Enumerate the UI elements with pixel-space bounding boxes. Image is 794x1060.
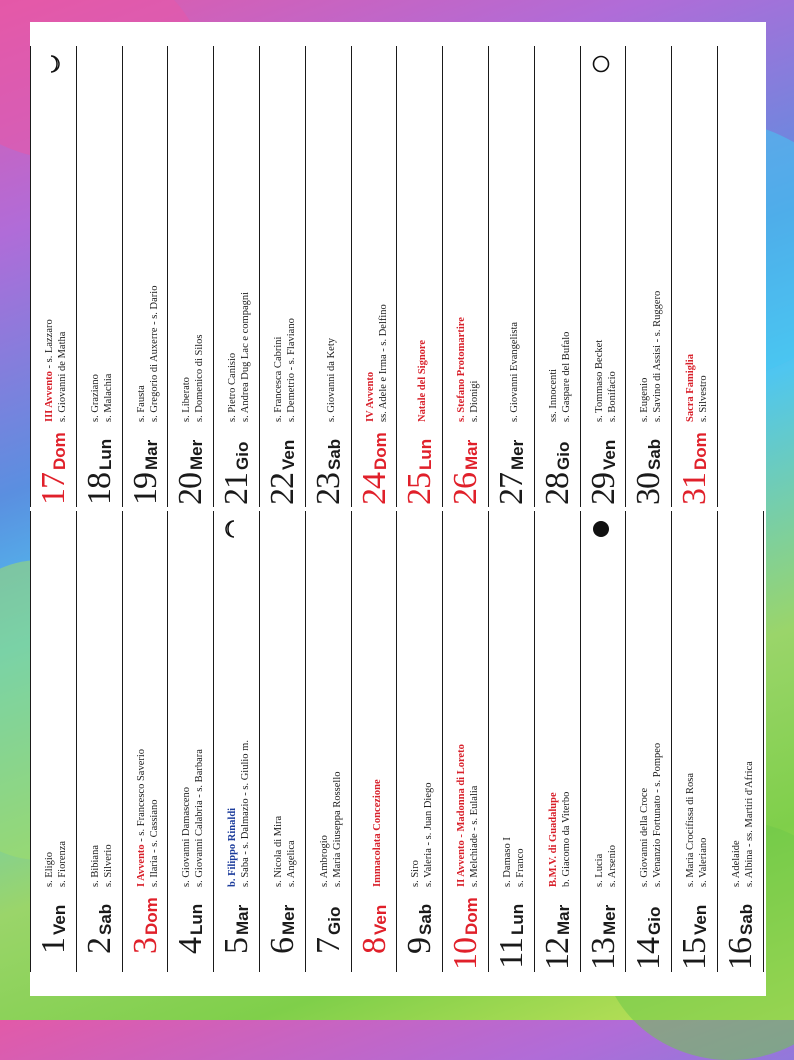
calendar-day-row bbox=[259, 511, 303, 972]
day-number: 12 bbox=[538, 938, 576, 970]
saint-name-line: s. Valeriano bbox=[698, 837, 710, 887]
feast-highlight: s. Stefano Protomartire bbox=[456, 317, 468, 422]
saint-name-line bbox=[548, 792, 560, 887]
calendar-day-row bbox=[213, 46, 257, 507]
saint-name-line: s. Gaspare del Bufalo bbox=[560, 331, 572, 422]
saint-name-line: s. Andrea Dug Lac e compagni bbox=[240, 291, 252, 422]
weekday-label: Ven bbox=[599, 439, 619, 470]
saint-name-line: s. Silverio bbox=[102, 844, 114, 887]
day-number: 23 bbox=[309, 473, 347, 505]
first-quarter-moon-icon bbox=[224, 519, 249, 539]
saint-name-text: - s. Francesco Saverio bbox=[135, 748, 147, 845]
day-number: 1 bbox=[35, 938, 72, 954]
saint-name-line bbox=[417, 340, 429, 422]
saint-name-line: s. Dionigi bbox=[469, 380, 481, 422]
saint-name-line: s. Eugenio bbox=[639, 377, 651, 422]
day-number: 17 bbox=[35, 473, 72, 505]
saint-name-line: s. Ambrogio bbox=[318, 835, 330, 887]
row-divider bbox=[763, 511, 764, 972]
calendar-rotated-content bbox=[30, 22, 766, 996]
calendar-day-row bbox=[213, 511, 257, 972]
day-number: 9 bbox=[401, 938, 439, 954]
saint-name-line: s. Franco bbox=[515, 848, 526, 887]
saint-name-line bbox=[136, 749, 148, 887]
day-number: 4 bbox=[172, 938, 210, 954]
calendar-day-row bbox=[442, 511, 486, 972]
calendar-day-row bbox=[671, 46, 715, 507]
weekday-label: Ven bbox=[691, 904, 711, 935]
saint-name-line: s. Giovanni de Matha bbox=[57, 331, 68, 422]
calendar-day-row bbox=[396, 46, 440, 507]
weekday-label: Dom bbox=[462, 897, 482, 935]
weekday-label: Mer bbox=[187, 439, 207, 470]
calendar-day-row bbox=[396, 511, 440, 972]
weekday-label: Sab bbox=[324, 438, 344, 470]
saint-name-line: s. Giovanni della Croce bbox=[639, 787, 651, 887]
saint-name-line: s. Venanzio Fortunato - s. Pompeo bbox=[652, 742, 664, 887]
day-number: 24 bbox=[355, 473, 393, 505]
saint-name-line: s. Fausta bbox=[135, 385, 147, 422]
calendar-day-row bbox=[122, 511, 166, 972]
calendar-page bbox=[30, 22, 766, 996]
day-number: 3 bbox=[126, 938, 164, 954]
saint-name-line: s. Maria Crocifissa di Rosa bbox=[685, 772, 697, 887]
row-divider bbox=[717, 46, 718, 507]
calendar-day-row bbox=[351, 46, 395, 507]
feast-highlight: Natale del Signore bbox=[417, 339, 429, 422]
saint-name-line: s. Bonifacio bbox=[606, 371, 618, 422]
weekday-label: Lun bbox=[508, 903, 527, 935]
day-number: 21 bbox=[218, 473, 256, 505]
saint-name-line: s. Giovanni Calabria - s. Barbara bbox=[194, 749, 206, 887]
saint-name-line bbox=[372, 779, 384, 887]
weekday-label: Sab bbox=[737, 903, 756, 935]
saint-name-line: s. Damaso I bbox=[502, 837, 513, 887]
day-number: 18 bbox=[80, 473, 118, 505]
saint-name-line: s. Siro bbox=[410, 860, 422, 887]
day-number: 16 bbox=[722, 938, 759, 970]
day-number: 27 bbox=[493, 473, 530, 505]
new-moon-icon bbox=[591, 54, 616, 74]
calendar-day-row bbox=[580, 46, 624, 507]
saint-name-line: b. Giacomo da Viterbo bbox=[560, 791, 572, 887]
day-number: 31 bbox=[676, 473, 714, 505]
saint-name-line: s. Albina - ss. Martiri d'Africa bbox=[744, 761, 755, 887]
saint-name-line: s. Angelica bbox=[286, 840, 297, 887]
weekday-label: Mer bbox=[599, 904, 619, 935]
weekday-label: Mar bbox=[462, 439, 482, 470]
saint-name-line bbox=[227, 808, 239, 887]
weekday-label: Dom bbox=[691, 432, 711, 470]
weekday-label: Ven bbox=[50, 904, 69, 935]
saint-name-line: s. Gregorio di Auxerre - s. Dario bbox=[148, 285, 160, 422]
day-number: 29 bbox=[584, 473, 622, 505]
weekday-label: Mer bbox=[279, 904, 298, 935]
day-number: 20 bbox=[172, 473, 210, 505]
last-quarter-moon-icon bbox=[41, 54, 66, 74]
day-number: 22 bbox=[264, 473, 301, 505]
calendar-day-row bbox=[625, 46, 669, 507]
saint-name-line: s. Valeria - s. Juan Diego bbox=[423, 782, 435, 887]
saint-name-line: s. Adelaide bbox=[731, 840, 742, 887]
saint-name-line: s. Tommaso Becket bbox=[593, 339, 605, 422]
calendar-day-row bbox=[671, 511, 715, 972]
saint-name-line: s. Giovanni Evangelista bbox=[509, 321, 520, 422]
day-number: 2 bbox=[80, 938, 118, 954]
weekday-label: Gio bbox=[233, 441, 253, 470]
weekday-label: Mar bbox=[141, 439, 161, 470]
weekday-label: Ven bbox=[370, 904, 390, 935]
calendar-day-row bbox=[122, 46, 166, 507]
saint-name-line: s. Maria Giuseppa Rossello bbox=[331, 771, 343, 887]
feast-highlight: b. Filippo Rinaldi bbox=[227, 807, 239, 887]
calendar-day-row bbox=[167, 511, 211, 972]
weekday-label: Sab bbox=[645, 438, 665, 470]
calendar-day-row bbox=[717, 511, 761, 972]
weekday-label: Ven bbox=[279, 439, 298, 470]
saint-name-line: s. Pietro Canisio bbox=[227, 352, 239, 422]
day-number: 7 bbox=[309, 938, 347, 954]
day-number: 28 bbox=[538, 473, 576, 505]
weekday-label: Gio bbox=[324, 906, 344, 935]
weekday-label: Mar bbox=[553, 904, 573, 935]
weekday-label: Sab bbox=[416, 903, 436, 935]
day-number: 25 bbox=[401, 473, 439, 505]
saint-name-line: s. Arsenio bbox=[606, 845, 618, 887]
full-moon-icon bbox=[591, 519, 616, 539]
saint-name-line: s. Graziano bbox=[89, 374, 101, 422]
calendar-day-row bbox=[30, 511, 74, 972]
weekday-label: Dom bbox=[50, 432, 69, 470]
day-number: 8 bbox=[355, 938, 393, 954]
saint-name-line: ss. Innocenti bbox=[547, 368, 559, 422]
saint-name-line: s. Francesca Cabrini bbox=[273, 336, 284, 422]
weekday-label: Dom bbox=[370, 432, 390, 470]
saint-name-line: s. Bibiana bbox=[89, 845, 101, 887]
calendar-day-row bbox=[580, 511, 624, 972]
calendar-day-row bbox=[488, 46, 532, 507]
saint-name-line: s. Giovanni Damasceno bbox=[181, 786, 193, 887]
day-number: 19 bbox=[126, 473, 164, 505]
saint-name-line: s. Liberato bbox=[181, 377, 193, 422]
saint-name-line: s. Melchiade - s. Eulalia bbox=[469, 785, 481, 887]
day-number: 26 bbox=[447, 473, 485, 505]
saint-name-line bbox=[456, 744, 468, 887]
saint-name-line: s. Nicola di Mira bbox=[273, 815, 284, 887]
calendar-day-row bbox=[534, 511, 578, 972]
weekday-label: Gio bbox=[645, 906, 665, 935]
weekday-label: Lun bbox=[187, 903, 207, 935]
feast-highlight: Sacra Famiglia bbox=[685, 354, 697, 422]
weekday-label: Gio bbox=[553, 441, 573, 470]
feast-highlight: B.M.V. di Guadalupe bbox=[547, 792, 559, 887]
feast-highlight: IV Avvento bbox=[364, 371, 376, 422]
saint-name-line: ss. Adele e Irma - s. Delfino bbox=[377, 304, 389, 422]
weekday-label: Mar bbox=[233, 904, 253, 935]
weekday-label: Dom bbox=[141, 897, 161, 935]
feast-highlight: Immacolata Concezione bbox=[371, 779, 383, 887]
day-number: 14 bbox=[630, 938, 668, 970]
calendar-day-row bbox=[305, 46, 349, 507]
calendar-column-left bbox=[30, 511, 766, 972]
saint-name-line: s. Fiorenza bbox=[57, 840, 68, 887]
saint-name-line bbox=[456, 317, 468, 422]
calendar-day-row bbox=[305, 511, 349, 972]
calendar-day-row bbox=[76, 511, 120, 972]
saint-name-line bbox=[365, 372, 377, 422]
calendar-day-row bbox=[351, 511, 395, 972]
calendar-day-row bbox=[442, 46, 486, 507]
calendar-day-row bbox=[488, 511, 532, 972]
saint-name-line: s. Savino di Assisi - s. Ruggero bbox=[652, 290, 664, 422]
saint-name-line: s. Domenico di Silos bbox=[194, 334, 206, 422]
calendar-day-row bbox=[76, 46, 120, 507]
saint-name-line bbox=[44, 319, 56, 422]
saint-name-line: s. Silvestro bbox=[698, 375, 710, 422]
saint-name-line: s. Giovanni da Kety bbox=[325, 338, 337, 422]
day-number: 6 bbox=[264, 938, 301, 954]
calendar-day-row bbox=[534, 46, 578, 507]
saint-name-line: s. Lucia bbox=[593, 853, 605, 887]
saint-name-line: s. Demetrio - s. Flaviano bbox=[286, 318, 297, 422]
calendar-column-right bbox=[30, 46, 766, 507]
day-number: 30 bbox=[630, 473, 668, 505]
calendar-day-row bbox=[167, 46, 211, 507]
calendar-day-row bbox=[625, 511, 669, 972]
saint-name-line: s. Ilaria - s. Cassiano bbox=[148, 799, 160, 887]
day-number: 13 bbox=[584, 938, 622, 970]
weekday-label: Lun bbox=[416, 438, 436, 470]
saint-name-line: s. Malachia bbox=[102, 373, 114, 422]
day-number: 11 bbox=[493, 938, 530, 969]
weekday-label: Lun bbox=[95, 438, 115, 470]
saint-name-text: - s. Lazzaro bbox=[44, 319, 55, 372]
feast-highlight: I Avvento bbox=[135, 844, 147, 887]
day-number: 10 bbox=[447, 938, 485, 970]
saint-name-line: s. Saba - s. Dalmazio - s. Giulio m. bbox=[240, 740, 252, 887]
feast-highlight: III Avvento bbox=[44, 371, 55, 422]
weekday-label: Mer bbox=[508, 439, 527, 470]
saint-name-line: s. Eligio bbox=[44, 851, 55, 887]
saint-name-line bbox=[685, 354, 697, 422]
calendar-day-row bbox=[259, 46, 303, 507]
feast-highlight: II Avvento - Madonna di Loreto bbox=[456, 744, 468, 887]
weekday-label: Sab bbox=[95, 903, 115, 935]
day-number: 15 bbox=[676, 938, 714, 970]
day-number: 5 bbox=[218, 938, 256, 954]
calendar-day-row bbox=[30, 46, 74, 507]
